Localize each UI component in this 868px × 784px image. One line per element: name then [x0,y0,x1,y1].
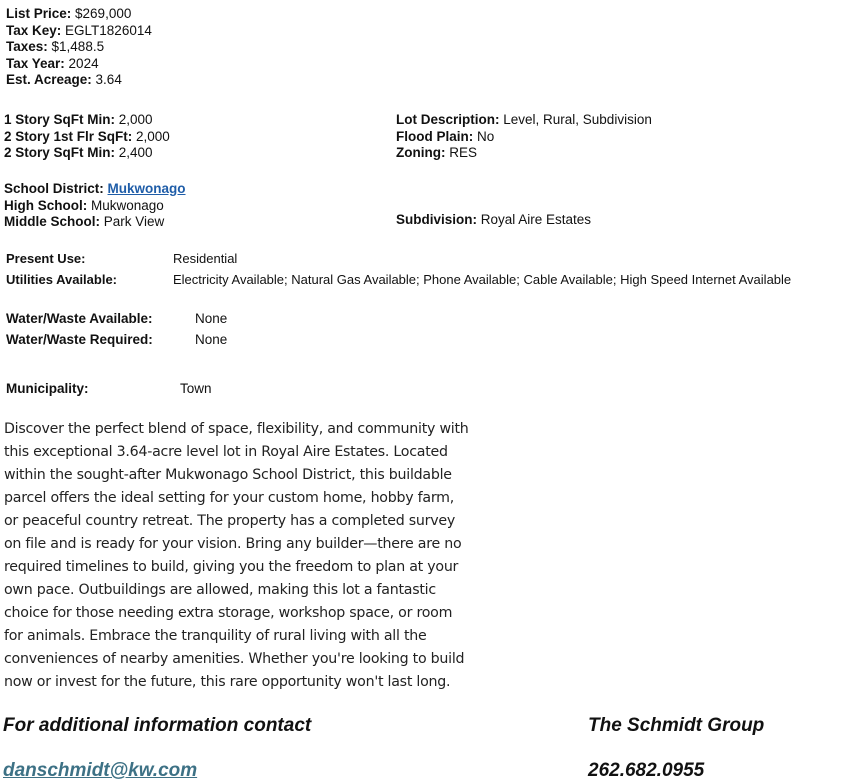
sqft-block [4,112,170,162]
description-line: conveniences of nearby amenities. Whether you're looking to build [4,651,465,667]
municipality-value: Town [180,381,212,396]
water-required-label: Water/Waste Required: [6,332,153,347]
municipality-label: Municipality: [6,381,89,396]
description-line: or peaceful country retreat. The property has a completed survey [4,513,455,529]
contact-phone: 262.682.0955 [588,760,705,781]
description-line: on file and is ready for your vision. Bring any builder—there are no [4,536,462,552]
subdivision-row: Subdivision: Royal Aire Estates [396,212,592,227]
sqft-row: 2 Story SqFt Min: 2,400 [4,145,153,160]
description-line: parcel offers the ideal setting for your custom home, hobby farm, [4,490,455,506]
sqft-row: 1 Story SqFt Min: 2,000 [4,112,153,127]
high-school-row: High School: Mukwonago [4,197,164,213]
list-price-row: List Price: $269,000 [6,6,132,21]
contact-prompt: For additional information contact [3,715,312,736]
lot-description-row: Lot Description: Level, Rural, Subdivision [396,112,652,127]
school-district-link[interactable]: Mukwonago [107,181,186,196]
sqft-row: 2 Story 1st Flr SqFt: 2,000 [4,128,170,144]
contact-email-link[interactable]: danschmidt@kw.com [3,760,198,781]
water-required-value: None [195,332,228,347]
flood-plain-row: Flood Plain: No [396,128,495,144]
utilities-value: Electricity Available; Natural Gas Available; Phone Available; Cable Available; High Speed Internet Available [173,272,792,287]
utilities-label: Utilities Available: [6,272,118,287]
description-line: now or invest for the future, this rare opportunity won't last long. [4,674,451,690]
contact-group: The Schmidt Group [588,715,765,736]
description-line: for animals. Embrace the tranquility of rural living with all the [4,628,427,644]
tax-year-row: Tax Year: 2024 [6,55,99,71]
middle-school-row: Middle School: Park View [4,214,165,229]
description-line: required timelines to build, giving you the freedom to plan at your [4,559,459,575]
school-district-row: School District: Mukwonago [4,181,186,196]
property-description [4,418,524,694]
description-line: choice for those needing extra storage, workshop space, or room [4,605,453,621]
lot-block [396,112,652,162]
acreage-row: Est. Acreage: 3.64 [6,72,122,87]
present-use-value: Residential [173,251,238,266]
present-use-label: Present Use: [6,251,86,266]
description-line: within the sought-after Mukwonago School District, this buildable [4,467,452,483]
water-available-label: Water/Waste Available: [6,311,153,326]
description-line: Discover the perfect blend of space, flexibility, and community with [4,421,469,437]
zoning-row: Zoning: RES [396,145,477,160]
water-available-value: None [195,311,228,326]
schools-block [4,181,186,231]
description-line: own pace. Outbuildings are allowed, making this lot a fantastic [4,582,436,598]
description-line: this exceptional 3.64-acre level lot in Royal Aire Estates. Located [4,444,448,460]
tax-key-row: Tax Key: EGLT1826014 [6,22,152,38]
taxes-row: Taxes: $1,488.5 [6,39,105,54]
summary-block [6,6,152,89]
